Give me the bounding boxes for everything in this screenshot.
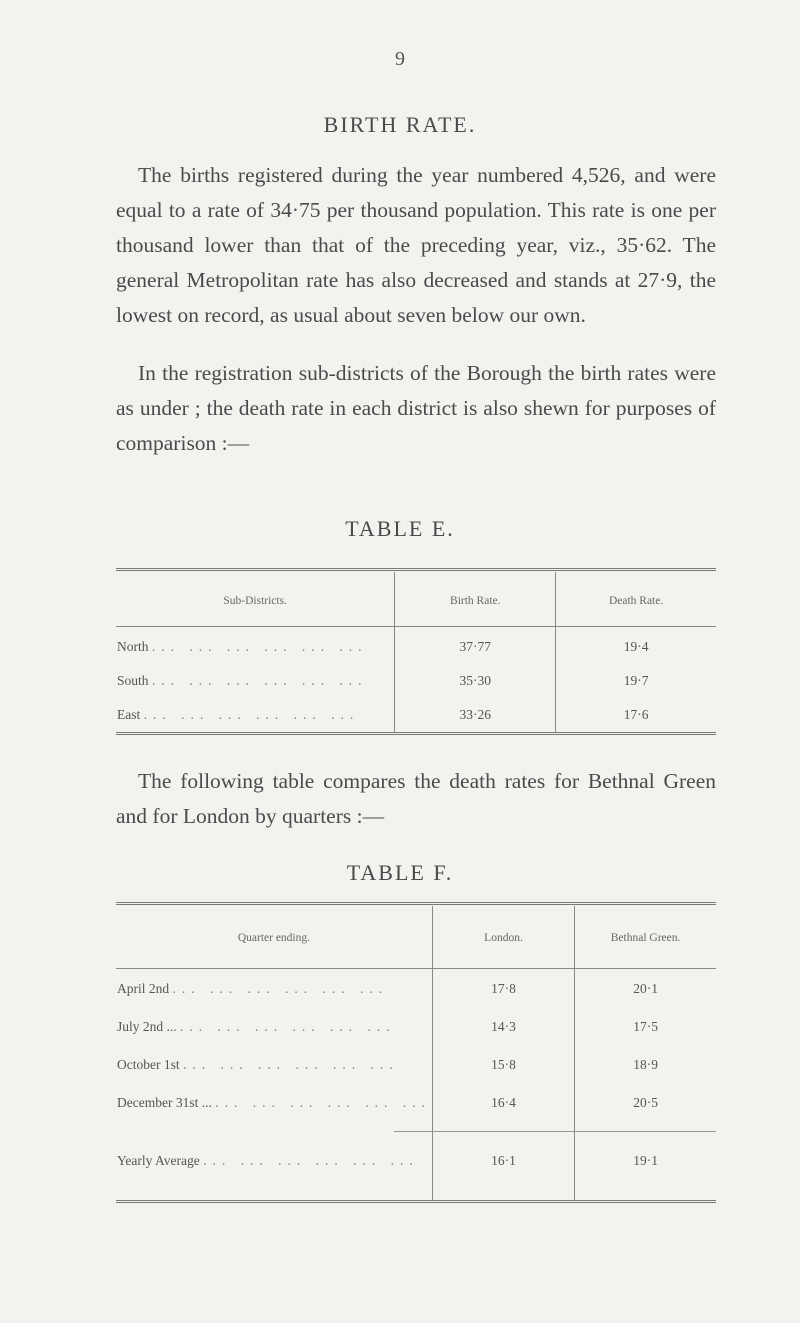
column-header: Quarter ending. [237,932,310,944]
birth-rate-cell: 37·77 [395,630,556,664]
leader-dots: ... ... ... ... ... ... [215,1095,431,1110]
leader-dots: ... ... ... ... ... ... [182,1057,399,1072]
average-label: Yearly Average [117,1153,200,1168]
bethnal-rate-cell: 17·5 [575,1008,716,1046]
death-rate-cell: 19·7 [556,664,716,698]
bethnal-rate-cell: 20·5 [575,1084,716,1122]
table-e-top-rule [116,568,716,571]
table-row [116,970,716,1008]
table-row [116,1008,716,1046]
table-e-bottom-rule [116,732,716,735]
quarter-label: April 2nd [117,981,170,996]
table-row [116,1046,716,1084]
bethnal-rate-cell: 20·1 [575,970,716,1008]
table-e [116,572,716,732]
paragraph-text: In the registration sub-districts of the Borough the birth rates were as under ; the death rate in each district is also shewn for purposes of comparison :— [116,361,716,455]
london-rate-cell: 14·3 [432,1008,574,1046]
leader-dots: ... ... ... ... ... ... [143,707,360,722]
birth-rate-cell: 35·30 [395,664,556,698]
london-rate-cell: 16·4 [432,1084,574,1122]
table-row [116,664,716,698]
page-number: 9 [395,48,405,70]
death-rate-cell: 17·6 [556,698,716,732]
page-title: BIRTH RATE. [323,112,477,137]
paragraph-quarters [116,764,716,834]
leader-dots: ... ... ... ... ... ... [180,1019,396,1034]
table-row [116,1084,716,1122]
paragraph-birth-rate [116,158,716,333]
leader-dots: ... ... ... ... ... ... [151,639,368,654]
table-f-header-rule [116,968,716,969]
column-header: London. [432,906,574,970]
leader-dots: ... ... ... ... ... ... [151,673,368,688]
column-header: Bethnal Green. [575,906,716,970]
birth-rate-cell: 33·26 [395,698,556,732]
table-header-row [116,572,716,630]
column-header: Death Rate. [556,572,716,630]
table-e-title: TABLE E. [345,516,455,541]
column-header: Sub-Districts. [223,595,287,607]
table-e-header-rule [116,626,716,627]
leader-dots: ... ... ... ... ... ... [172,981,389,996]
london-rate-cell: 17·8 [432,970,574,1008]
column-header: Birth Rate. [395,572,556,630]
district-name: North [117,639,149,654]
district-name: South [117,673,149,688]
death-rate-cell: 19·4 [556,630,716,664]
table-row [116,698,716,732]
table-f-bottom-rule [116,1200,716,1203]
quarter-label: July 2nd ... [117,1019,177,1034]
table-header-row [116,906,716,970]
paragraph-text: The births registered during the year numbered 4,526, and were equal to a rate of 34·75 per thousand population. This rate is one per thousand lower than that of the preceding year, viz., 35·62. The general Metropolitan rate has also decreased and stands at 27·9, the lowest on record, as usual about seven below our own. [116,163,716,327]
table-f [116,906,716,1200]
paragraph-sub-districts [116,356,716,461]
table-f-title: TABLE F. [346,860,454,885]
bethnal-average-cell: 19·1 [575,1122,716,1200]
quarter-label: October 1st [117,1057,180,1072]
table-row [116,630,716,664]
table-row-average [116,1122,716,1200]
leader-dots: ... ... ... ... ... ... [203,1153,419,1168]
paragraph-text: The following table compares the death rates for Bethnal Green and for London by quarters :— [116,769,716,828]
quarter-label: December 31st ... [117,1095,212,1110]
district-name: East [117,707,141,722]
table-f-top-rule [116,902,716,905]
london-rate-cell: 15·8 [432,1046,574,1084]
bethnal-rate-cell: 18·9 [575,1046,716,1084]
table-f-subtotal-rule [394,1131,716,1132]
london-average-cell: 16·1 [432,1122,574,1200]
